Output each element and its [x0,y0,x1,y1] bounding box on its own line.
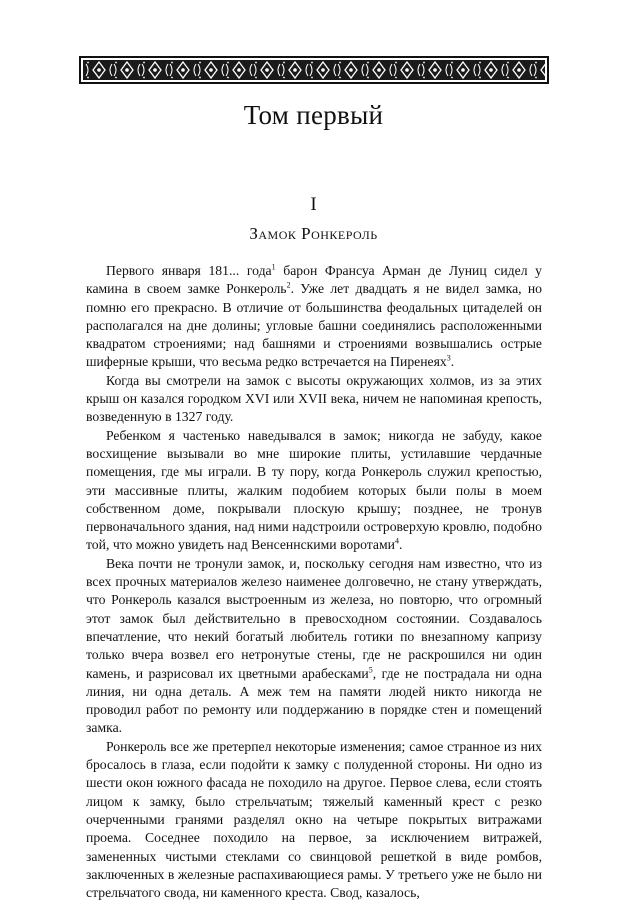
paragraph-text: . [398,537,403,553]
paragraph-text: . [450,354,455,370]
paragraph-text: барон Франсуа Арман де Луниц сидел у камина в своем замке Ронкероль [86,263,542,297]
body-text [86,262,542,902]
paragraph [86,738,542,902]
paragraph-text: Когда вы смотрели на замок с высоты окружающих холмов, из за этих крыш он казался городком XVI или XVII века, ничем не напоминая крепость, возведенную в 1327 году. [86,372,542,425]
paragraph-text: Первого января 181... года [106,263,272,278]
paragraph [86,372,542,427]
paragraph-text: Ребенком я частенько наведывался в замок; никогда не забуду, какое восхищение вызывали во мне широкие плиты, устилавшие чердачные помещения, где мы играли. В ту пору, когда Ронкероль служил крепостью, эти массивные плиты, жалким подобием которых были полы в моем собственном доме, покрывали плоскую крышу; позднее, не тронув первоначального здания, над ними надстроили островерхую кровлю, подобно той, что можно увидеть над Венсеннскими воротами [86,427,542,553]
paragraph-text: . Уже лет двадцать я не видел замка, но помню его прекрасно. В отличие от большинства феодальных цитаделей он располагался на дне долины; угловые башни соединялись расположенными квадратом строениями; над башнями и строениями возвышались острые шиферные крыши, что весьма редко встречается на Пиренеях [86,281,542,370]
chapter-title: Замок Ронкероль [249,224,378,243]
chapter-number: I [310,194,317,215]
decorative-band-icon [79,56,549,84]
footnote-marker: 3 [446,353,451,363]
footnote-marker: 4 [394,536,399,546]
paragraph-text: Века почти не тронули замок, и, поскольку сегодня нам известно, что из всех прочных материалов железо наименее долговечно, не стану утверждать, что Ронкероль казался выстроенным из железа, но повторю, что огромный этот замок был действительно в превосходном состоянии. Создавалось впечатление, что некий богатый любитель готики по внезапному капризу только вчера возвел его нетронутые стены, где не раскрошился ни один камень, и разрисовал их цветными арабесками [86,555,542,681]
footnote-marker: 1 [271,262,276,272]
footnote-marker: 2 [286,280,291,290]
paragraph-text: , где не пострадала ни одна линия, ни одна деталь. А меж тем на памяти людей никто никогда не проводил работ по ремонту или поддержанию в порядке стен и помещений замка. [86,665,542,736]
paragraph-text: Ронкероль все же претерпел некоторые изменения; самое странное из них бросалось в глаза, если подойти к замку с полуденной стороны. Ни одно из шести окон южного фасада не походило на другое. Первое слева, если стоять лицом к замку, было стрельчатым; тяжелый каменный крест с резко очерченными гранями разделял окно на четыре покрытых витражами проема. Соседнее походило на первое, за исключением витражей, замененных чистыми стеклами со свинцовой решеткой в виде ромбов, заключенных в железные распахивающиеся рамы. У третьего уже не было ни стрельчатого свода, ни каменного креста. Свод, казалось, [86,738,542,901]
paragraph [86,555,542,738]
paragraph [86,262,542,372]
volume-title: Том первый [243,100,384,130]
footnote-marker: 5 [368,664,373,674]
paragraph [86,427,542,555]
